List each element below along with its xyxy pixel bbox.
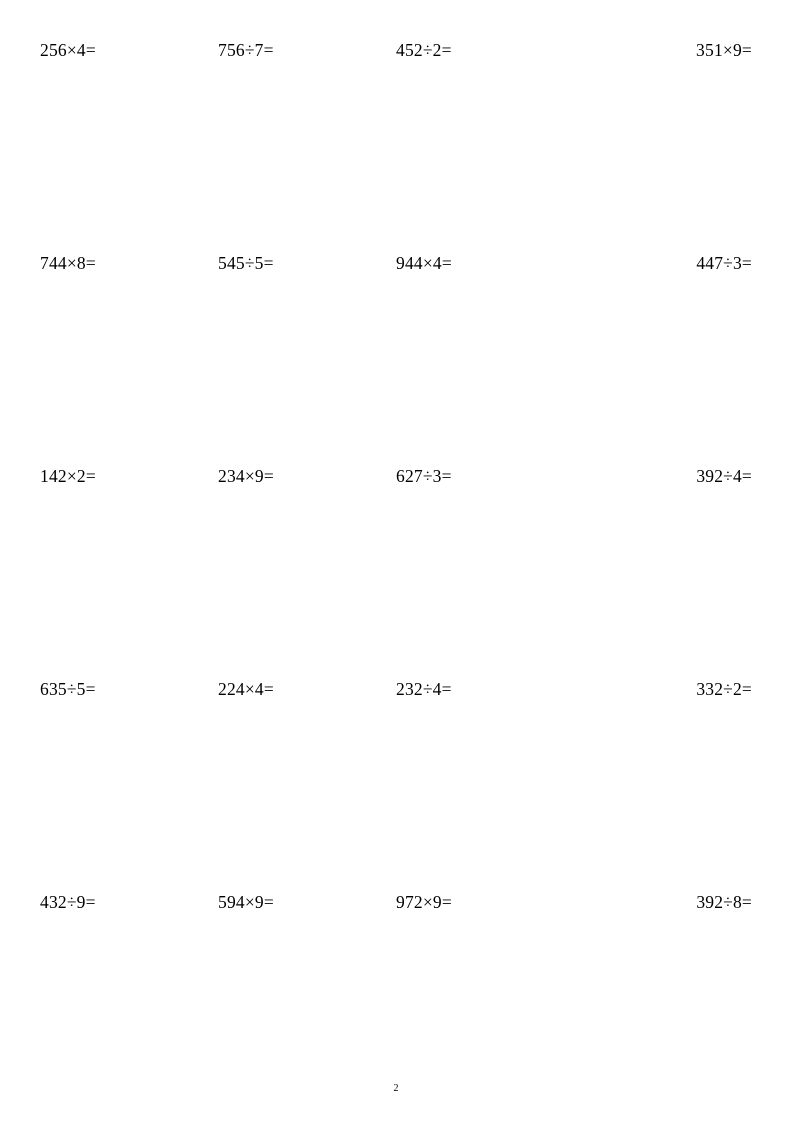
problem-cell [218, 878, 396, 1091]
math-problem: 232÷4= [396, 679, 452, 699]
math-problem: 972×9= [396, 892, 452, 912]
math-problem: 392÷4= [696, 466, 752, 486]
math-problem: 351×9= [696, 40, 752, 60]
problem-cell [574, 878, 752, 1091]
math-problem: 756÷7= [218, 40, 274, 60]
math-problem: 234×9= [218, 466, 274, 486]
math-problem: 635÷5= [40, 679, 96, 699]
problem-cell [396, 452, 574, 665]
problem-cell [396, 878, 574, 1091]
problem-cell [396, 26, 574, 239]
problem-cell [40, 239, 218, 452]
problem-cell [40, 26, 218, 239]
page-number: 2 [393, 1083, 399, 1094]
problem-grid [40, 26, 752, 1091]
math-problem: 224×4= [218, 679, 274, 699]
problem-cell [396, 239, 574, 452]
problem-cell [40, 878, 218, 1091]
problem-cell [218, 239, 396, 452]
math-problem: 594×9= [218, 892, 274, 912]
problem-cell [574, 239, 752, 452]
math-problem: 447÷3= [696, 253, 752, 273]
math-problem: 432÷9= [40, 892, 96, 912]
problem-cell [574, 452, 752, 665]
problem-cell [40, 452, 218, 665]
math-problem: 452÷2= [396, 40, 452, 60]
problem-cell [218, 452, 396, 665]
problem-cell [574, 26, 752, 239]
math-problem: 332÷2= [696, 679, 752, 699]
math-problem: 545÷5= [218, 253, 274, 273]
problem-cell [218, 665, 396, 878]
math-problem: 944×4= [396, 253, 452, 273]
math-problem: 256×4= [40, 40, 96, 60]
problem-cell [574, 665, 752, 878]
math-problem: 744×8= [40, 253, 96, 273]
math-problem: 392÷8= [696, 892, 752, 912]
problem-cell [218, 26, 396, 239]
problem-cell [40, 665, 218, 878]
math-problem: 627÷3= [396, 466, 452, 486]
math-problem: 142×2= [40, 466, 96, 486]
problem-cell [396, 665, 574, 878]
